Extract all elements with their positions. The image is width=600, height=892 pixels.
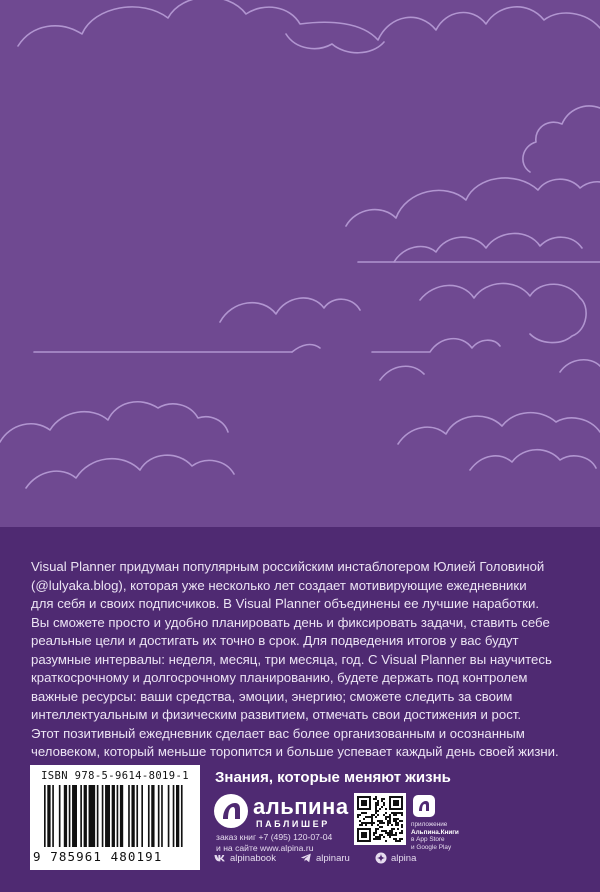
- social-label-zen: alpina: [391, 852, 417, 864]
- app-icon[interactable]: [413, 795, 435, 817]
- alpina-app-icon: [413, 795, 435, 817]
- qr-code-icon: [357, 796, 403, 842]
- barcode-bars: [44, 785, 192, 847]
- zen-icon: [375, 852, 387, 864]
- barcode-digits: 9 785961 480191: [33, 849, 163, 864]
- description-line: Visual Planner придуман популярным российским инстаблогером Юлией Головиной: [31, 559, 545, 574]
- social-label-vk: alpinabook: [230, 852, 276, 864]
- social-label-telegram: alpinaru: [316, 852, 350, 864]
- description-line: Этот позитивный ежедневник сделает вас более организованным и осознанным: [31, 725, 525, 741]
- description-line: человеком, который меньше торопится и больше успевает каждый день своей жизни.: [31, 744, 559, 760]
- cloud-left-a: [0, 402, 228, 442]
- qr-code[interactable]: [354, 793, 406, 845]
- publisher-slogan: Знания, которые меняют жизнь: [215, 769, 451, 786]
- cloud-mid-a: [220, 298, 360, 322]
- app-caption: приложение: [411, 821, 448, 828]
- cloud-right-e: [470, 450, 596, 470]
- social-link-zen[interactable]: [375, 852, 416, 864]
- cloud-right-a: [523, 106, 600, 172]
- description-line: реальные цели и достигать их точно в срок. Для подведения итогов у вас будут: [31, 633, 519, 649]
- app-name: Альпина.Книги: [411, 828, 459, 836]
- isbn-number: ISBN 978-5-9614-8019-1: [41, 770, 189, 782]
- description-line: разумные интервалы: неделя, месяц, три месяца, год. С Visual Planner вы научитесь: [31, 651, 552, 667]
- description-line: (@lulyaka.blog), которая уже несколько лет создает мотивирующие ежедневники: [31, 577, 527, 593]
- social-link-telegram[interactable]: [300, 852, 350, 864]
- social-link-vk[interactable]: [214, 852, 276, 864]
- order-website[interactable]: и на сайте www.alpina.ru: [216, 843, 314, 853]
- cloud-right-b: [346, 178, 600, 226]
- alpina-logo-icon: [213, 793, 249, 829]
- cloud-left-b: [26, 455, 234, 488]
- cloud-right-c: [394, 233, 582, 262]
- description-line: Вы сможете просто и удобно планировать день и фиксировать задачи, ставить себе: [31, 614, 550, 630]
- description-line: краткосрочному и долгосрочному планированию, будете держать под контролем: [31, 670, 528, 686]
- cloud-mid-b: [420, 283, 586, 342]
- social-links: [214, 852, 514, 866]
- description-line: для себя и своих подписчиков. В Visual Planner объединены ее лучшие наработки.: [31, 596, 540, 612]
- order-phone: заказ книг +7 (495) 120-07-04: [216, 832, 333, 842]
- app-store-caption: в App Store: [411, 836, 445, 843]
- cloud-top: [18, 0, 600, 46]
- description-line: интеллектуальным и физическим развитием, отмечать свои достижения и рост.: [31, 707, 522, 723]
- publisher-name: альпина: [253, 794, 349, 819]
- cloud-right-f: [380, 366, 424, 380]
- isbn-barcode: [30, 765, 200, 870]
- cloud-top-inner: [286, 34, 384, 53]
- cloud-mid-c: [292, 345, 320, 352]
- cloud-right-g: [560, 360, 600, 372]
- description-line: важные ресурсы: ваши средства, эмоции, энергию; сможете следить за своим: [31, 688, 513, 704]
- google-play-caption: и Google Play: [411, 843, 452, 851]
- cloud-right-d: [398, 413, 600, 444]
- cloud-mid-d: [372, 339, 500, 352]
- publisher-subname: ПАБЛИШЕР: [256, 819, 330, 829]
- telegram-icon: [300, 852, 312, 864]
- book-description: [31, 558, 579, 762]
- vk-icon: [214, 852, 226, 864]
